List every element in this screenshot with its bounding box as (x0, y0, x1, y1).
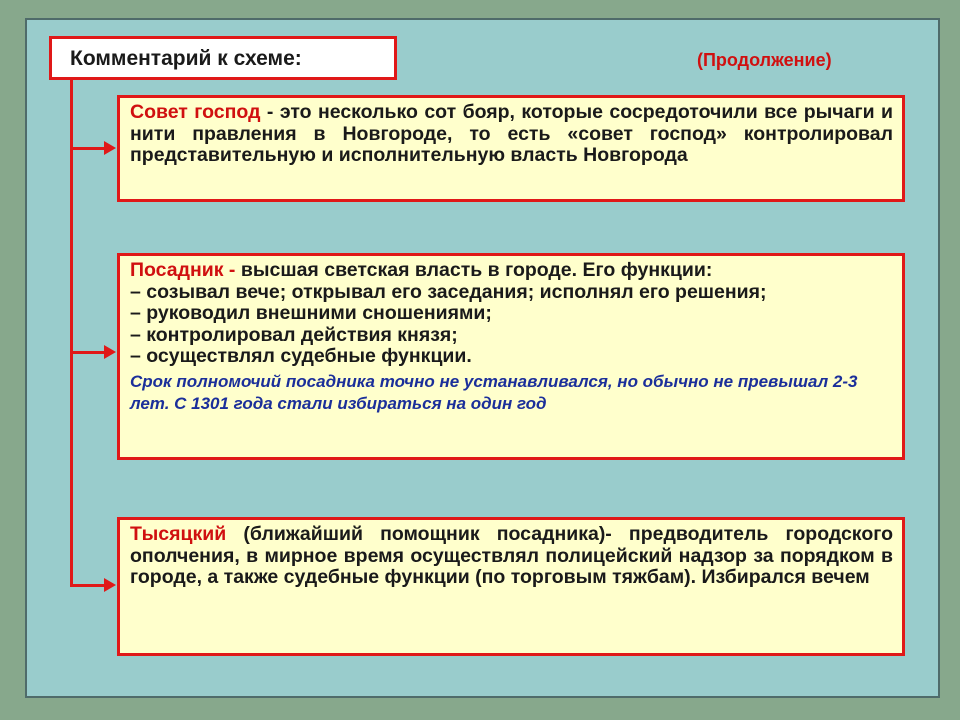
tysyatsky-term: Тысяцкий (130, 523, 227, 545)
posadnik-function: – созывал вече; открывал его заседания; исполнял его решения; (130, 280, 767, 303)
arrow-to-posadnik (70, 351, 106, 354)
posadnik-box (117, 253, 905, 460)
posadnik-function: – осуществлял судебные функции. (130, 345, 472, 367)
tysyatsky-box (117, 517, 905, 656)
posadnik-term-note: Срок полномочий посадника точно не устанавливался, но обычно не превышал 2-3 лет. С 1301 года стали избираться на один год (130, 371, 858, 413)
posadnik-function: – контролировал действия князя; (130, 323, 458, 346)
arrow-to-council (70, 147, 106, 150)
posadnik-intro: высшая светская власть в городе. Его функции: (235, 259, 713, 281)
posadnik-term: Посадник - (130, 259, 236, 281)
connector-line (70, 80, 73, 586)
tysyatsky-text: (ближайший помощник посадника)- предводитель городского ополчения, в мирное время осуществлял полицейский надзор за порядком в городе, а также судебные функции (по торговым тяжбам). Избирался вечем (130, 523, 893, 588)
council-box (117, 95, 905, 202)
arrow-to-tysyatsky (70, 584, 106, 587)
council-text: - это несколько сот бояр, которые сосредоточили все рычаги и нити правления в Новгороде, то есть «совет господ» контролировал представительную и исполнительную власть Новгорода (130, 101, 893, 166)
posadnik-function: – руководил внешними сношениями; (130, 302, 492, 324)
scheme-title: Комментарий к схеме: (49, 36, 397, 80)
continued-label: (Продолжение) (697, 50, 832, 70)
council-term: Совет господ (130, 101, 261, 123)
